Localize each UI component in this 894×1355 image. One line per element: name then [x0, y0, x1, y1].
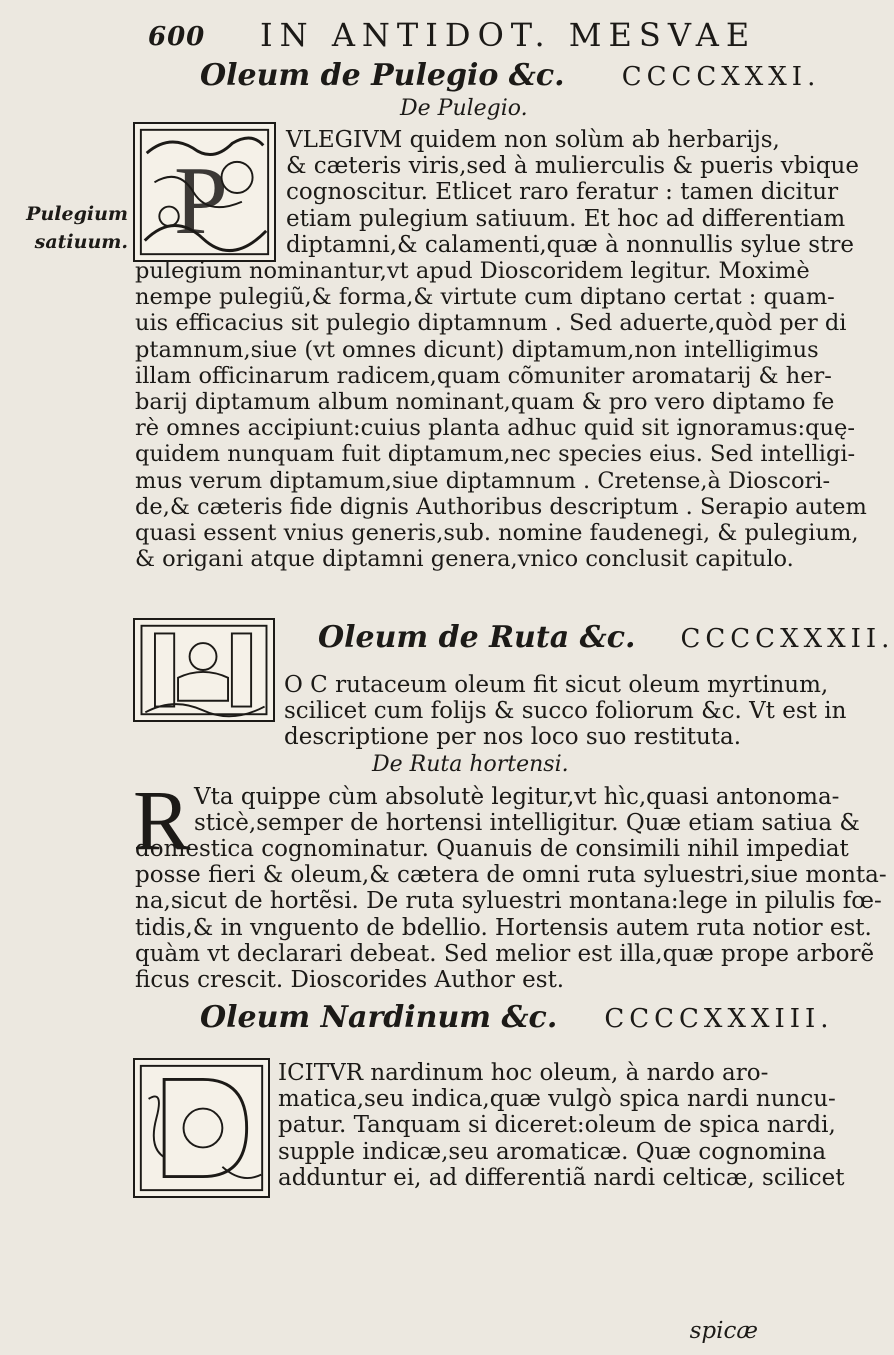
decorated-initial-image: [135, 1060, 268, 1196]
text-line: ptamnum,siue (vt omnes dicunt) diptamum,non intelligimus: [135, 336, 819, 363]
text-line: na,sicut de hortẽsi. De ruta syluestri montana:lege in pilulis fœ-: [135, 888, 882, 915]
catchword: spicæ: [689, 1318, 758, 1344]
page-number: 600: [148, 22, 206, 52]
text-line: sticè,semper de hortensi intelligitur. Quæ etiam satiua &: [194, 810, 860, 837]
section-2-text-indented: [284, 672, 846, 751]
section-number: CCCCXXXII.: [680, 624, 894, 654]
text-line: & origani atque diptamni genera,vnico conclusit capitulo.: [135, 546, 794, 573]
text-line: cognoscitur. Etlicet raro feratur : tamen dicitur: [286, 179, 839, 206]
svg-text:P: P: [173, 146, 228, 255]
text-line: rè omnes accipiunt:cuius planta adhuc quid sit ignoramus:quę-: [135, 415, 855, 442]
text-line: de,& cæteris fide dignis Authoribus descriptum . Serapio autem: [135, 493, 867, 520]
section-heading-pulegio: [200, 58, 820, 93]
text-line: VLEGIVM quidem non solùm ab herbarijs,: [286, 127, 780, 153]
section-title: Oleum de Ruta &c.: [318, 620, 636, 655]
woodcut-initial-h: [133, 618, 275, 722]
page-header: [0, 14, 800, 54]
section-1-text-full: [135, 258, 867, 572]
woodcut-initial-d: [133, 1058, 270, 1198]
decorated-initial-image: [135, 124, 274, 260]
woodcut-initial-p: [133, 122, 276, 262]
text-line: ficus crescit. Dioscorides Author est.: [135, 967, 565, 994]
text-line: pulegium nominantur,vt apud Dioscoridem legitur. Moximè: [135, 258, 810, 284]
text-line: adduntur ei, ad differentiã nardi celticæ, scilicet: [278, 1164, 845, 1191]
text-line: matica,seu indica,quæ vulgò spica nardi nuncu-: [278, 1086, 836, 1113]
margin-note: Pulegium satiuum.: [26, 203, 128, 253]
text-line: quidem nunquam fuit diptamum,nec species eius. Sed intelligi-: [135, 441, 856, 468]
text-line: posse fieri & oleum,& cætera de omni ruta syluestri,siue monta-: [135, 862, 887, 889]
text-line: supple indicæ,seu aromaticæ. Quæ cognomina: [278, 1138, 827, 1165]
text-line: diptamni,& calamenti,quæ à nonnullis sylue stre: [286, 231, 854, 258]
drop-capital-r: R: [133, 772, 191, 868]
text-line: quàm vt declarari debeat. Sed melior est illa,quæ prope arborẽ: [135, 940, 875, 967]
text-line: quasi essent vnius generis,sub. nomine faudenegi, & pulegium,: [135, 520, 859, 547]
section-number: CCCCXXXI.: [621, 62, 821, 92]
text-line: Vta quippe cùm absolutè legitur,vt hìc,quasi antonoma-: [194, 784, 840, 810]
section-2-text-dropcap: [194, 784, 860, 836]
text-line: ICITVR nardinum hoc oleum, à nardo aro-: [278, 1060, 769, 1086]
text-line: & cæteris viris,sed à mulierculis & pueris vbique: [286, 153, 859, 180]
text-line: domestica cognominatur. Quanuis de consimili nihil impediat: [135, 836, 849, 862]
decorated-initial-image: [135, 620, 273, 720]
text-line: O C rutaceum oleum fit sicut oleum myrtinum,: [284, 672, 829, 698]
text-line: barij diptamum album nominant,quam & pro vero diptamo fe: [135, 389, 835, 416]
text-line: tidis,& in vnguento de bdellio. Hortensis autem ruta notior est.: [135, 914, 872, 941]
text-line: descriptione per nos loco suo restituta.: [284, 724, 742, 751]
text-line: patur. Tanquam si diceret:oleum de spica nardi,: [278, 1112, 836, 1139]
text-line: mus verum diptamum,siue diptamnum . Cretense,à Dioscori-: [135, 467, 831, 494]
section-title: Oleum Nardinum &c.: [200, 1000, 558, 1035]
running-title: IN ANTIDOT. MESVAE: [260, 16, 757, 54]
section-heading-ruta: [318, 620, 894, 655]
section-title: Oleum de Pulegio &c.: [200, 58, 565, 93]
section-number: CCCCXXXIII.: [604, 1004, 834, 1034]
section-3-text-indented: [278, 1060, 845, 1191]
text-line: etiam pulegium satiuum. Et hoc ad differentiam: [286, 205, 846, 232]
text-line: nempe pulegiũ,& forma,& virtute cum diptano certat : quam-: [135, 284, 835, 311]
section-heading-nardinum: [200, 1000, 834, 1035]
subheading: De Pulegio.: [400, 96, 528, 121]
section-1-text-indented: [286, 127, 859, 258]
section-2-text-full: [135, 836, 887, 993]
text-line: scilicet cum folijs & succo foliorum &c. Vt est in: [284, 698, 847, 725]
text-line: illam officinarum radicem,quam cõmuniter aromatarij & her-: [135, 362, 832, 389]
text-line: uis efficacius sit pulegio diptamnum . Sed aduerte,quòd per di: [135, 310, 847, 337]
subheading: De Ruta hortensi.: [372, 752, 569, 777]
